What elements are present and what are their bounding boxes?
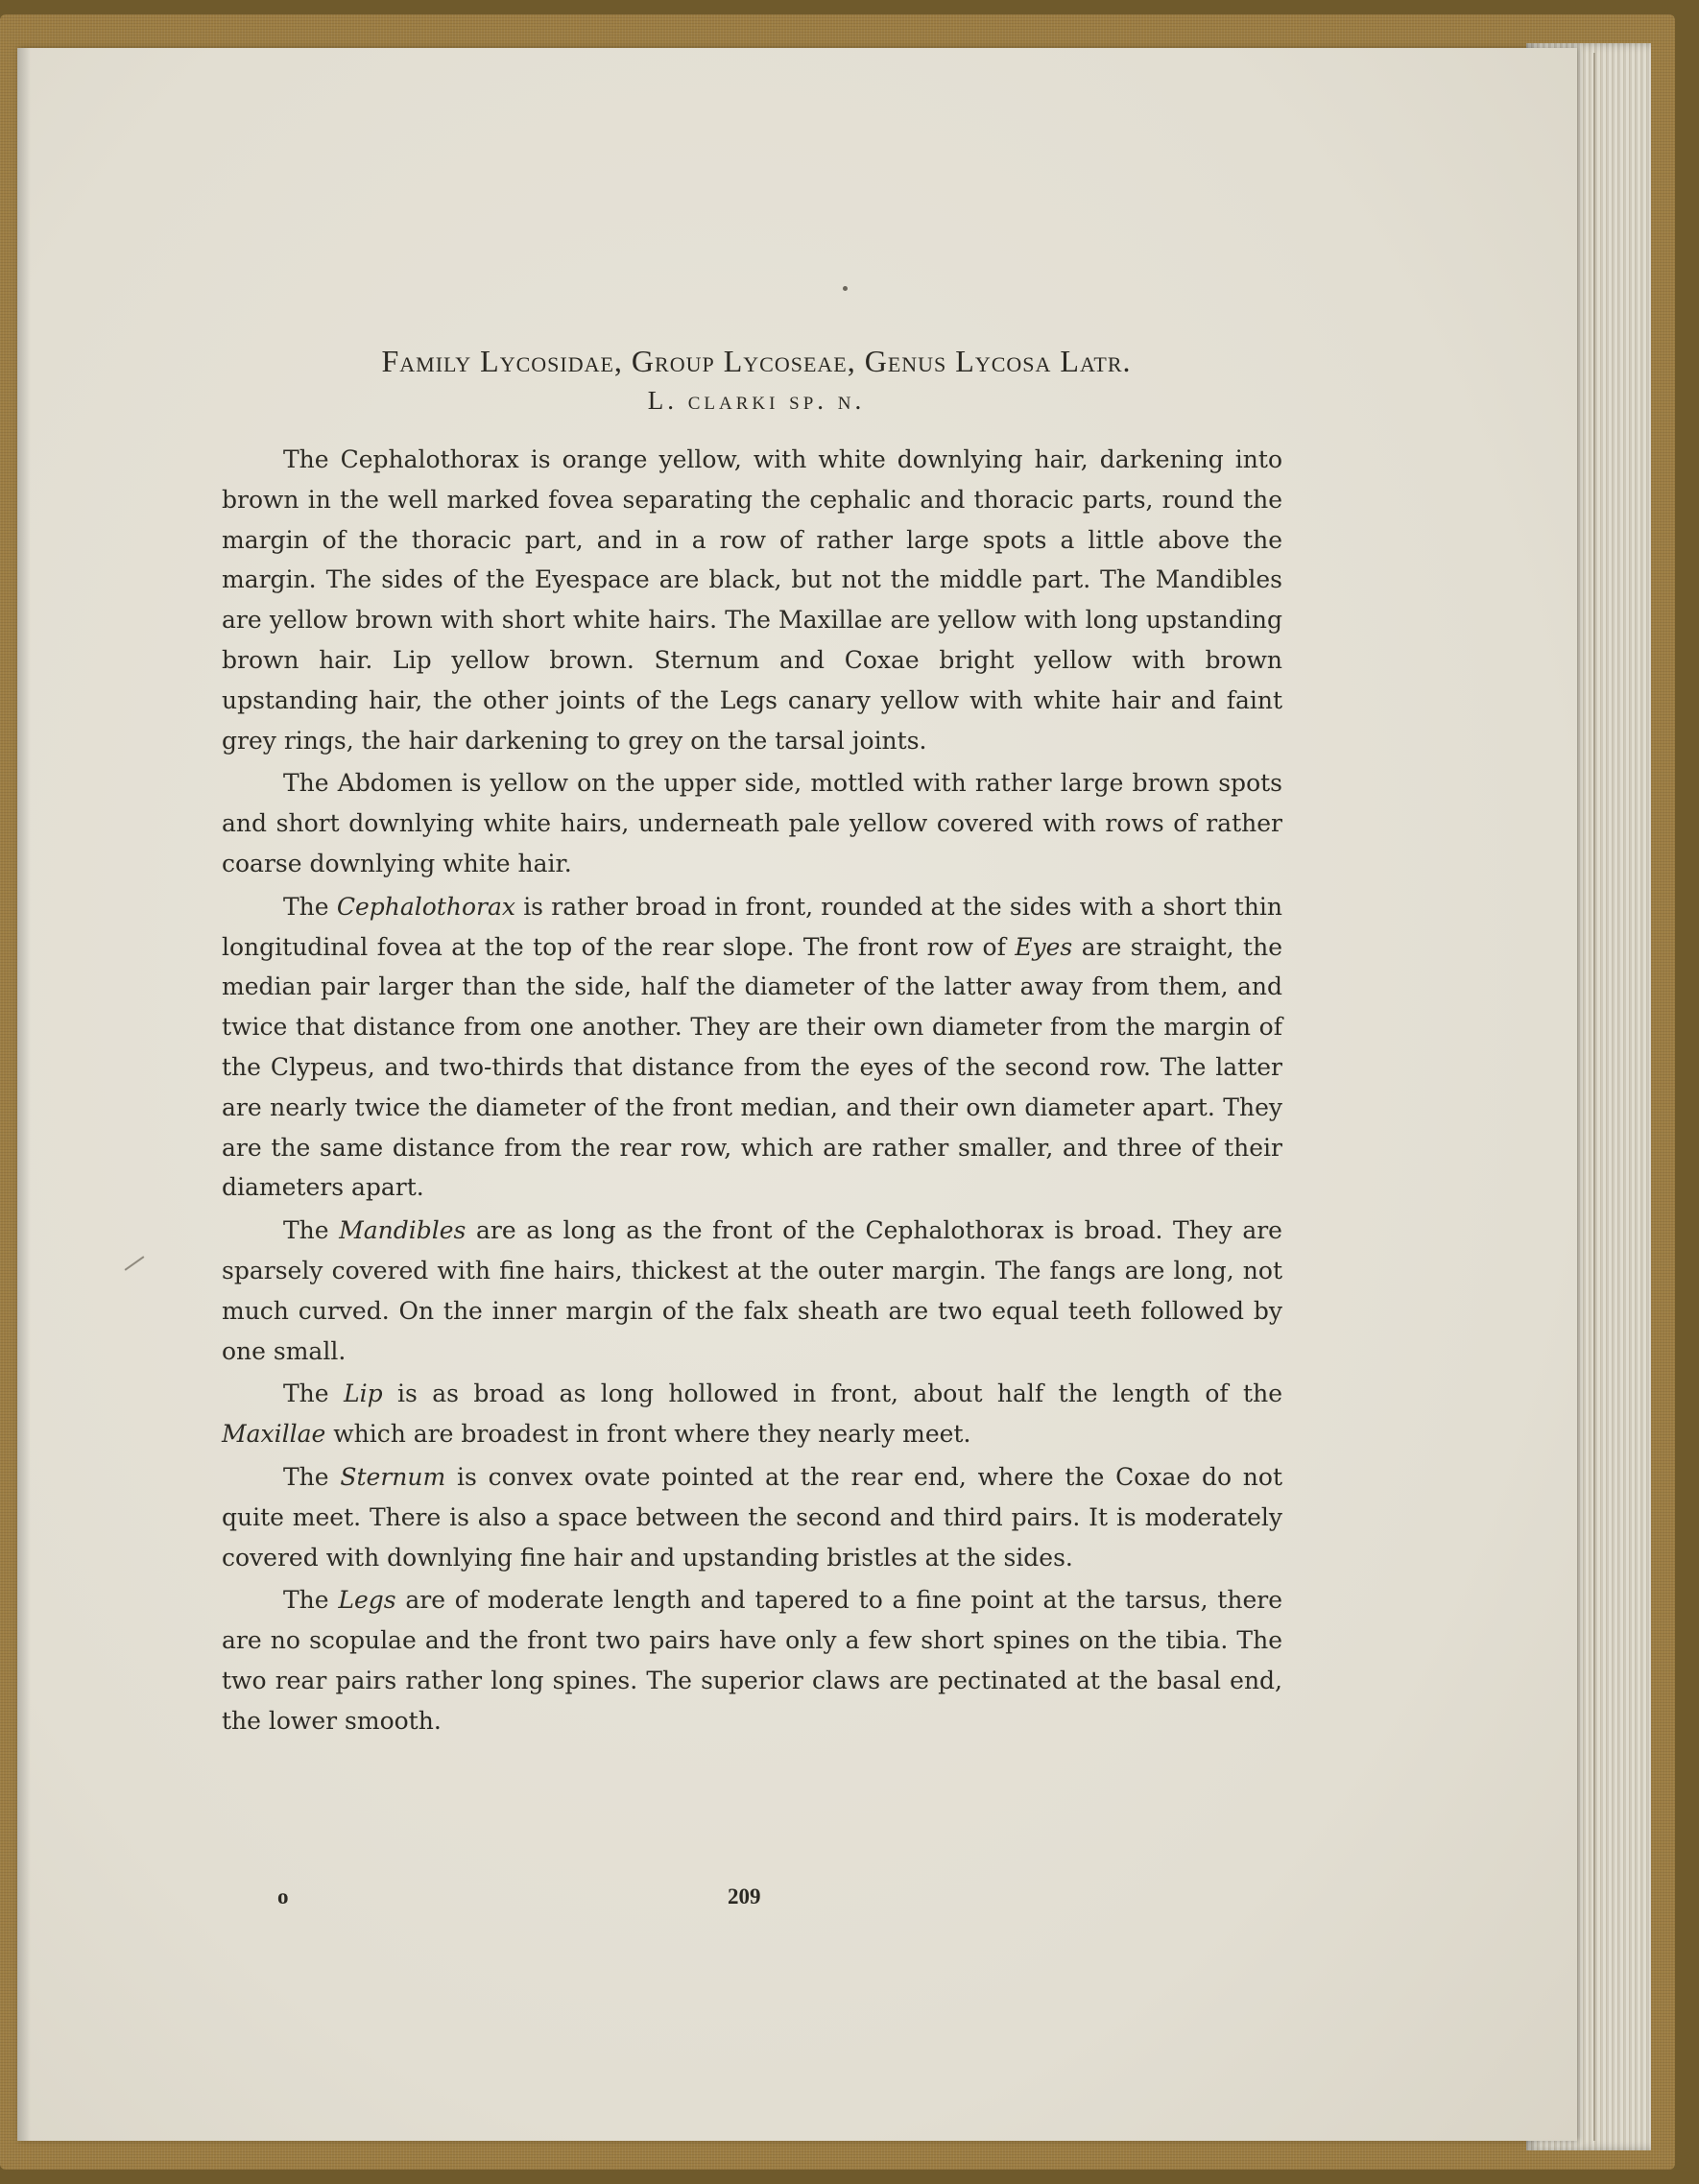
body-text — [222, 440, 1282, 1744]
section-heading: Family Lycosidae, Group Lycoseae, Genus Lycosa Latr. — [381, 344, 1132, 378]
paragraph — [222, 1580, 1282, 1740]
paragraph — [222, 1457, 1282, 1577]
text-run: The — [283, 892, 337, 921]
italic-term: Eyes — [1015, 932, 1073, 961]
text-run: The Cephalothorax is orange yellow, with white downlying hair, darkening into brown in the well marked fovea separating the cephalic and thoracic parts, round the margin of the thoracic part, and in a row of rather large spots a little above the margin. The sides of the Eyespace are black, but not the middle part. The Mandibles are yellow brown with short white hairs. The Maxillae are yellow with long upstanding brown hair. Lip yellow brown. Sternum and Coxae bright yellow with brown upstanding hair, the other joints of the Legs canary yellow with white hair and faint grey rings, the hair darkening to grey on the tarsal joints. — [222, 445, 1282, 755]
paragraph — [222, 763, 1282, 883]
text-run: which are broadest in front where they nearly meet. — [325, 1420, 971, 1449]
italic-term: Cephalothorax — [336, 892, 515, 921]
species-heading: L. clarki sp. n. — [647, 386, 866, 415]
italic-term: Sternum — [340, 1462, 446, 1491]
text-run: The — [283, 1462, 341, 1491]
text-run: is convex ovate pointed at the rear end, where the Coxae do not quite meet. There is also a space between the second and third pairs. It is moderately covered with downlying fine hair and upstanding bristles at the sides. — [222, 1462, 1282, 1572]
text-run: The Abdomen is yellow on the upper side, mottled with rather large brown spots and short downlying white hairs, underneath pale yellow covered with rows of rather coarse downlying white hair. — [222, 769, 1282, 877]
page-edge-line — [1593, 53, 1595, 2141]
text-run: The — [283, 1586, 339, 1615]
paragraph — [222, 1211, 1282, 1371]
italic-term: Maxillae — [222, 1420, 326, 1449]
ink-dot — [843, 286, 848, 291]
italic-term: Mandibles — [339, 1216, 467, 1245]
italic-term: Legs — [338, 1586, 396, 1615]
text-run: The — [283, 1380, 344, 1408]
italic-term: Lip — [343, 1380, 383, 1408]
text-run: are straight, the median pair larger than the side, half the diameter of the latter away from them, and twice that distance from one another. They are their own diameter from the margin of the Clypeus, and two-thirds that distance from the eyes of the second row. The latter are nearly twice the diameter of the front median, and their own diameter apart. They are the same distance from the rear row, which are rather smaller, and three of their diameters apart. — [222, 932, 1282, 1202]
text-run: are of moderate length and tapered to a fine point at the tarsus, there are no scopulae and the front two pairs have only a few short spines on the tibia. The two rear pairs rather long spines. The superior claws are pectinated at the basal end, the lower smooth. — [222, 1586, 1282, 1735]
text-run: is as broad as long hollowed in front, about half the length of the — [382, 1380, 1282, 1408]
text-run: The — [283, 1216, 340, 1245]
paragraph — [222, 887, 1282, 1208]
book-page — [17, 48, 1577, 2141]
pencil-mark — [125, 1256, 145, 1270]
page-number: 209 — [728, 1884, 761, 1908]
paragraph — [222, 1374, 1282, 1454]
text-run: is rather broad in front, rounded at the sides with a short thin longitudinal fovea at the top of the rear slope. The front row of — [222, 892, 1282, 961]
paragraph — [222, 440, 1282, 760]
text-run: are as long as the front of the Cephalothorax is broad. They are sparsely covered with fine hairs, thickest at the outer margin. The fangs are long, not much curved. On the inner margin of the falx sheath are two equal teeth followed by one small. — [222, 1216, 1282, 1365]
signature-mark: o — [277, 1884, 289, 1908]
